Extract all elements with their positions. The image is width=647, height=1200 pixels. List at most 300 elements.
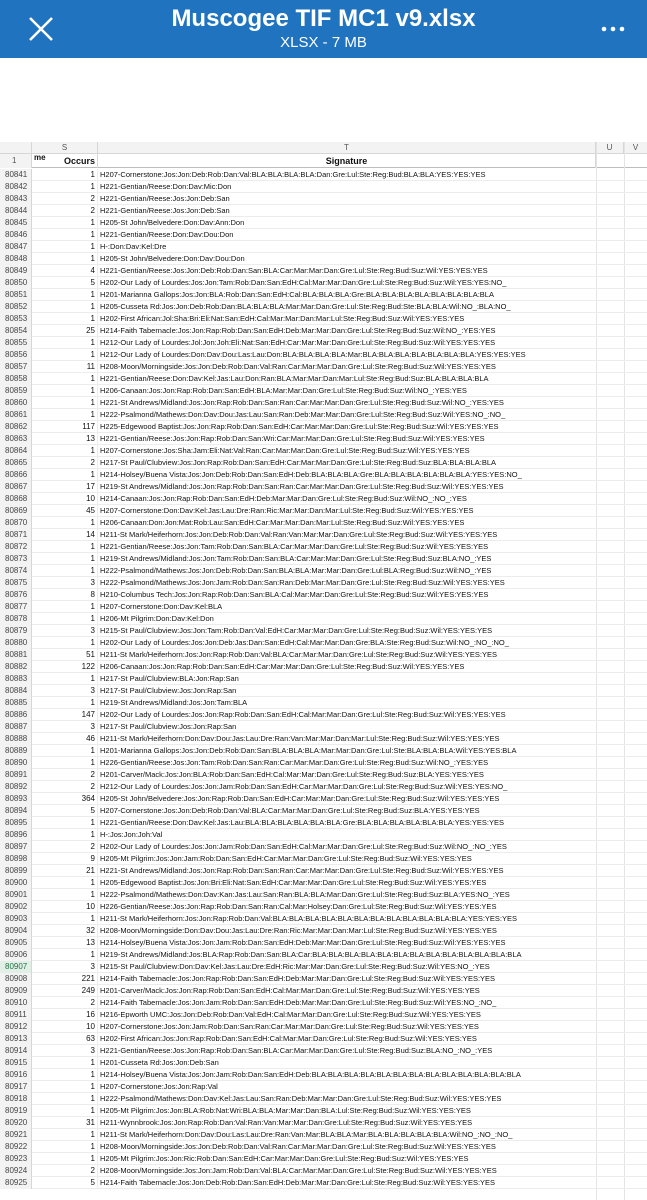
table-row[interactable] xyxy=(0,841,647,853)
table-row[interactable] xyxy=(0,1129,647,1141)
occurs-cell[interactable]: 1 xyxy=(32,1069,98,1081)
signature-cell[interactable]: H206-Mt Pilgrim:Don:Dav:Kel:Don xyxy=(100,614,214,623)
signature-cell[interactable]: H205-St John/Belvedere:Don:Dav:Dou:Don xyxy=(100,254,245,263)
table-row[interactable] xyxy=(0,889,647,901)
signature-cell[interactable]: H202-Our Lady of Lourdes:Jos:Jon:Deb:Jas:Dan:San:EdH:Cal:Mar:Mar:Dan:Gre:BLA:Ste:Reg:Bud:Suz:Wil:NO_:NO_:NO_ xyxy=(100,638,509,647)
occurs-header[interactable]: Occurs xyxy=(54,154,98,168)
signature-cell[interactable]: H208-Moon/Morningside:Jos:Jon:Deb:Rob:Dan:Val:Ran:Car:Mar:Mar:Dan:Gre:Lul:Ste:Reg:Bud:Suz:Wil:YES:YES:YES xyxy=(100,1142,496,1151)
occurs-cell[interactable]: 21 xyxy=(32,865,98,877)
occurs-cell[interactable]: 1 xyxy=(32,181,98,193)
row-number[interactable]: 80872 xyxy=(0,541,32,553)
column-header-u[interactable]: U xyxy=(596,142,624,154)
occurs-cell[interactable]: 9 xyxy=(32,853,98,865)
table-row[interactable] xyxy=(0,1105,647,1117)
signature-cell[interactable]: H207-Cornerstone:Jos:Jon:Deb:Rob:Dan:Val:BLA:BLA:BLA:BLA:Dan:Gre:Lul:Ste:Reg:Bud:BLA:BLA:YES:YES:YES xyxy=(100,170,486,179)
signature-cell[interactable]: H214-Canaan:Jos:Jon:Rap:Rob:Dan:San:EdH:Deb:Mar:Mar:Dan:Gre:Lul:Ste:Reg:Bud:Suz:Wil:NO_:NO_:YES xyxy=(100,494,467,503)
row-number[interactable]: 80865 xyxy=(0,457,32,469)
occurs-cell[interactable]: 1 xyxy=(32,637,98,649)
table-row[interactable] xyxy=(0,637,647,649)
signature-cell[interactable]: H201-Marianna Gallops:Jos:Jon:BLA:Rob:Dan:San:EdH:Cal:BLA:BLA:BLA:Gre:BLA:BLA:BLA:BLA:BLA:BLA:BLA:BLA xyxy=(100,290,494,299)
signature-cell[interactable]: H206-Canaan:Don:Jon:Mat:Rob:Lau:San:EdH:Car:Mar:Mar:Dan:Mar:Lul:Ste:Reg:Bud:Suz:Wil:YES:YES:YES xyxy=(100,518,465,527)
row-number[interactable]: 80889 xyxy=(0,745,32,757)
signature-cell[interactable]: H205-Mt Pilgrim:Jos:Jon:BLA:Rob:Nat:Wri:BLA:BLA:Mar:Mar:Dan:BLA:Lul:Ste:Reg:Bud:Suz:Wil:YES:YES:YES xyxy=(100,1106,471,1115)
occurs-cell[interactable]: 1 xyxy=(32,217,98,229)
signature-cell[interactable]: H221-St Andrews/Midland:Jos:Jon:Rap:Rob:Dan:San:Ran:Car:Mar:Mar:Dan:Gre:Lul:Ste:Reg:Bud:Suz:Wil:NO_:YES:YES xyxy=(100,398,504,407)
column-header-v[interactable]: V xyxy=(632,143,639,152)
table-row[interactable] xyxy=(0,193,647,205)
row-number[interactable]: 80868 xyxy=(0,493,32,505)
signature-cell[interactable]: H205-Cusseta Rd:Jos:Jon:Deb:Rob:Dan:BLA:BLA:BLA:Mar:Mar:Dan:Gre:Lul:Ste:Reg:Bud:Ste:BLA:BLA:Wil:NO_:BLA:NO_ xyxy=(100,302,511,311)
row-number[interactable]: 80854 xyxy=(0,325,32,337)
table-row[interactable] xyxy=(0,349,647,361)
signature-cell[interactable]: H222-Psalmond/Mathews:Don:Dav:Kan:Jas:Lau:San:Ran:BLA:BLA:Mar:Dan:Gre:Lul:Ste:Reg:Bud:Suz:BLA:YES:NO_:YES xyxy=(100,890,510,899)
row-number[interactable]: 80897 xyxy=(0,841,32,853)
row-number[interactable]: 80920 xyxy=(0,1117,32,1129)
table-row[interactable] xyxy=(0,805,647,817)
table-row[interactable] xyxy=(0,625,647,637)
occurs-cell[interactable]: 1 xyxy=(32,517,98,529)
table-row[interactable] xyxy=(0,565,647,577)
table-row[interactable] xyxy=(0,949,647,961)
row-number[interactable]: 80888 xyxy=(0,733,32,745)
signature-cell[interactable]: H212-Our Lady of Lourdes:Jos:Jon:Jam:Rob:Dan:San:EdH:Car:Mar:Mar:Dan:Gre:Lul:Ste:Reg:Bud:Suz:Wil:YES:YES:NO_ xyxy=(100,782,508,791)
table-row[interactable] xyxy=(0,577,647,589)
row-number[interactable]: 80859 xyxy=(0,385,32,397)
signature-cell[interactable]: H-:Don:Dav:Kel:Dre xyxy=(100,242,167,251)
occurs-cell[interactable]: 45 xyxy=(32,505,98,517)
occurs-cell[interactable]: 1 xyxy=(32,613,98,625)
occurs-cell[interactable]: 364 xyxy=(32,793,98,805)
occurs-cell[interactable]: 1 xyxy=(32,1129,98,1141)
signature-cell[interactable]: H219-St Andrews/Midland:Jos:Jon:Rap:Rob:Dan:San:Ran:Car:Mar:Mar:Dan:Gre:Lul:Ste:Reg:Bud:Suz:Wil:YES:YES:YES xyxy=(100,482,504,491)
row-number[interactable]: 80860 xyxy=(0,397,32,409)
row-number[interactable]: 80903 xyxy=(0,913,32,925)
signature-cell[interactable]: H206-Canaan:Jos:Jon:Rap:Rob:Dan:San:EdH:Car:Mar:Mar:Dan:Gre:Lul:Ste:Reg:Bud:Suz:Wil:YES:YES:YES xyxy=(100,662,465,671)
row-number[interactable]: 80906 xyxy=(0,949,32,961)
row-number[interactable]: 80911 xyxy=(0,1009,32,1021)
occurs-cell[interactable]: 3 xyxy=(32,685,98,697)
occurs-cell[interactable]: 11 xyxy=(32,361,98,373)
row-number[interactable]: 80867 xyxy=(0,481,32,493)
signature-cell[interactable]: H205-St John/Belvedere:Jos:Jon:Rap:Rob:Dan:San:EdH:Car:Mar:Mar:Dan:Gre:Lul:Ste:Reg:Bud:Suz:Wil:YES:YES:YES xyxy=(100,794,500,803)
signature-cell[interactable]: H215-St Paul/Clubview:Don:Dav:Kel:Jas:Lau:Dre:EdH:Ric:Mar:Mar:Dan:Gre:Lul:Ste:Reg:Bud:Suz:Wil:YES:NO_:YES xyxy=(100,962,490,971)
occurs-cell[interactable]: 2 xyxy=(32,769,98,781)
occurs-cell[interactable]: 1 xyxy=(32,1081,98,1093)
signature-cell[interactable]: H210-Columbus Tech:Jos:Jon:Rap:Rob:Dan:San:BLA:Cal:Mar:Mar:Dan:Gre:Lul:Ste:Reg:Bud:Suz:Wil:YES:YES:YES xyxy=(100,590,489,599)
row-number[interactable]: 80882 xyxy=(0,661,32,673)
row-number[interactable]: 80891 xyxy=(0,769,32,781)
row-number[interactable]: 80925 xyxy=(0,1177,32,1189)
row-number[interactable]: 80849 xyxy=(0,265,32,277)
occurs-cell[interactable]: 1 xyxy=(32,289,98,301)
row-number[interactable]: 80902 xyxy=(0,901,32,913)
signature-cell[interactable]: H211-St Mark/Heiferhorn:Don:Dav:Dou:Jas:Lau:Dre:Ran:Van:Mar:Mar:Dan:Mar:Lul:Ste:Reg:Bud:Suz:Wil:YES:YES:YES xyxy=(100,734,500,743)
occurs-cell[interactable]: 1 xyxy=(32,313,98,325)
table-row[interactable] xyxy=(0,409,647,421)
table-row[interactable] xyxy=(0,757,647,769)
table-row[interactable] xyxy=(0,205,647,217)
row-number[interactable]: 80852 xyxy=(0,301,32,313)
signature-cell[interactable]: H221-Gentian/Reese:Jos:Jon:Deb:Rob:Dan:San:BLA:Car:Mar:Mar:Dan:Gre:Lul:Ste:Reg:Bud:Suz:Wil:YES:YES:YES xyxy=(100,266,488,275)
row-number[interactable]: 80874 xyxy=(0,565,32,577)
row-number[interactable]: 80861 xyxy=(0,409,32,421)
occurs-cell[interactable]: 1 xyxy=(32,1153,98,1165)
occurs-cell[interactable]: 2 xyxy=(32,193,98,205)
occurs-cell[interactable]: 17 xyxy=(32,481,98,493)
signature-cell[interactable]: H205-Edgewood Baptist:Jos:Jon:Bri:Eli:Nat:San:EdH:Car:Mar:Mar:Dan:Gre:Lul:Ste:Reg:Bud:Suz:Wil:YES:YES:YES xyxy=(100,878,487,887)
occurs-cell[interactable]: 1 xyxy=(32,1105,98,1117)
occurs-cell[interactable]: 1 xyxy=(32,1141,98,1153)
table-row[interactable] xyxy=(0,685,647,697)
row-number[interactable]: 80879 xyxy=(0,625,32,637)
row-number[interactable]: 80864 xyxy=(0,445,32,457)
table-row[interactable] xyxy=(0,481,647,493)
row-number[interactable]: 80905 xyxy=(0,937,32,949)
row-number[interactable]: 80848 xyxy=(0,253,32,265)
row-number[interactable]: 80869 xyxy=(0,505,32,517)
table-row[interactable] xyxy=(0,253,647,265)
table-row[interactable] xyxy=(0,181,647,193)
signature-cell[interactable]: H217-St Paul/Clubview:BLA:Jon:Rap:San xyxy=(100,674,239,683)
occurs-cell[interactable]: 1 xyxy=(32,349,98,361)
table-row[interactable] xyxy=(0,1117,647,1129)
row-number[interactable]: 80846 xyxy=(0,229,32,241)
row-number[interactable]: 80921 xyxy=(0,1129,32,1141)
table-row[interactable] xyxy=(0,313,647,325)
signature-cell[interactable]: H221-Gentian/Reese:Jos:Jon:Tam:Rob:Dan:San:BLA:Car:Mar:Mar:Dan:Gre:Lul:Ste:Reg:Bud:Suz:Wil:YES:YES:YES xyxy=(100,542,489,551)
table-row[interactable] xyxy=(0,925,647,937)
row-number[interactable]: 80918 xyxy=(0,1093,32,1105)
table-row[interactable] xyxy=(0,517,647,529)
signature-cell[interactable]: H212-Our Lady of Lourdes:Don:Dav:Dou:Las:Lau:Don:BLA:BLA:BLA:BLA:Mar:BLA:BLA:BLA:BLA:BLA:BLA:BLA:YES:YES:YES xyxy=(100,350,526,359)
occurs-cell[interactable]: 1 xyxy=(32,877,98,889)
row-number[interactable]: 80923 xyxy=(0,1153,32,1165)
partial-header-cell[interactable]: me xyxy=(34,153,46,162)
signature-cell[interactable]: H216-Epworth UMC:Jos:Jon:Deb:Rob:Dan:Val:EdH:Cal:Mar:Mar:Dan:Gre:Lul:Ste:Reg:Bud:Suz:Wil:YES:YES:YES xyxy=(100,1010,481,1019)
signature-cell[interactable]: H214-Holsey/Buena Vista:Jos:Jon:Jam:Rob:Dan:San:EdH:Deb:BLA:BLA:BLA:BLA:BLA:BLA:BLA:BLA:BLA:BLA:BLA:BLA:BLA xyxy=(100,1070,521,1079)
table-row[interactable] xyxy=(0,445,647,457)
row-number[interactable]: 80892 xyxy=(0,781,32,793)
row-number[interactable]: 80841 xyxy=(0,169,32,181)
signature-cell[interactable]: H214-Faith Tabernacle:Jos:Jon:Rap:Rob:Dan:San:EdH:Deb:Mar:Mar:Dan:Gre:Lul:Ste:Reg:Bud:Suz:Wil:YES:YES:YES xyxy=(100,974,496,983)
occurs-cell[interactable]: 2 xyxy=(32,205,98,217)
row-number[interactable]: 80871 xyxy=(0,529,32,541)
table-row[interactable] xyxy=(0,1177,647,1189)
row-number[interactable]: 80853 xyxy=(0,313,32,325)
table-row[interactable] xyxy=(0,1153,647,1165)
signature-cell[interactable]: H214-Faith Tabernacle:Jos:Jon:Jam:Rob:Dan:San:EdH:Deb:Mar:Mar:Dan:Gre:Lul:Ste:Reg:Bud:Suz:Wil:YES:NO_:NO_ xyxy=(100,998,497,1007)
occurs-cell[interactable]: 1 xyxy=(32,541,98,553)
signature-cell[interactable]: H201-Marianna Gallops:Jos:Jon:Deb:Rob:Dan:San:BLA:BLA:BLA:Mar:Mar:Dan:Gre:Lul:Ste:BLA:BLA:BLA:Wil:YES:YES:BLA xyxy=(100,746,517,755)
occurs-cell[interactable]: 117 xyxy=(32,421,98,433)
table-row[interactable] xyxy=(0,217,647,229)
table-row[interactable] xyxy=(0,721,647,733)
table-row[interactable] xyxy=(0,505,647,517)
table-row[interactable] xyxy=(0,937,647,949)
row-number[interactable]: 80910 xyxy=(0,997,32,1009)
occurs-cell[interactable]: 249 xyxy=(32,985,98,997)
signature-cell[interactable]: H226-Gentian/Reese:Jos:Jon:Rap:Rob:Dan:San:Ran:Cal:Mar:Holsey:Dan:Gre:Lul:Ste:Reg:Bud:Suz:Wil:YES:YES:YES xyxy=(100,902,497,911)
signature-cell[interactable]: H202-First African:Jol:Sha:Bri:Eli:Nat:San:EdH:Cal:Mar:Mar:Dan:Mar:Lul:Ste:Reg:Bud:Suz:Wil:YES:YES:YES xyxy=(100,314,465,323)
occurs-cell[interactable]: 1 xyxy=(32,337,98,349)
occurs-cell[interactable]: 147 xyxy=(32,709,98,721)
occurs-cell[interactable]: 51 xyxy=(32,649,98,661)
occurs-cell[interactable]: 1 xyxy=(32,697,98,709)
table-row[interactable] xyxy=(0,1045,647,1057)
signature-cell[interactable]: H207-Cornerstone:Jos:Jon:Rap:Val xyxy=(100,1082,218,1091)
table-row[interactable] xyxy=(0,745,647,757)
signature-cell[interactable]: H217-St Paul/Clubview:Jos:Jon:Rap:San xyxy=(100,686,237,695)
occurs-cell[interactable]: 1 xyxy=(32,565,98,577)
signature-cell[interactable]: H221-Gentian/Reese:Jos:Jon:Deb:San xyxy=(100,194,230,203)
signature-cell[interactable]: H215-St Paul/Clubview:Jos:Jon:Tam:Rob:Dan:Val:EdH:Car:Mar:Mar:Dan:Gre:Lul:Ste:Reg:Bud:Suz:Wil:YES:YES:YES xyxy=(100,626,493,635)
signature-cell[interactable]: H-:Jos:Jon:Joh:Val xyxy=(100,830,163,839)
occurs-cell[interactable]: 1 xyxy=(32,169,98,181)
signature-cell[interactable]: H214-Holsey/Buena Vista:Jos:Jon:Deb:Rob:Dan:San:EdH:Deb:BLA:BLA:BLA:Gre:BLA:BLA:BLA:BLA:BLA:BLA:YES:YES:NO_ xyxy=(100,470,522,479)
occurs-cell[interactable]: 2 xyxy=(32,457,98,469)
table-row[interactable] xyxy=(0,649,647,661)
occurs-cell[interactable]: 1 xyxy=(32,1057,98,1069)
column-header-s[interactable]: S xyxy=(32,142,98,154)
column-header-t[interactable]: T xyxy=(98,142,596,154)
row-number[interactable]: 80845 xyxy=(0,217,32,229)
signature-cell[interactable]: H211-St Mark/Heiferhorn:Jos:Jon:Deb:Rob:Dan:Val:Ran:Van:Mar:Mar:Dan:Gre:Lul:Ste:Reg:Bud:Suz:Wil:YES:YES:YES xyxy=(100,530,498,539)
table-row[interactable] xyxy=(0,661,647,673)
signature-cell[interactable]: H207-Cornerstone:Jos:Sha:Jam:Eli:Nat:Val:Ran:Car:Mar:Mar:Dan:Gre:Lul:Ste:Reg:Bud:Suz:Wil:YES:YES:YES xyxy=(100,446,470,455)
table-row[interactable] xyxy=(0,469,647,481)
table-row[interactable] xyxy=(0,373,647,385)
signature-cell[interactable]: H222-Psalmond/Mathews:Don:Dav:Dou:Jas:Lau:San:Ran:Deb:Mar:Mar:Dan:Gre:Lul:Ste:Reg:Bud:Suz:Wil:YES:NO_:NO_ xyxy=(100,410,506,419)
table-row[interactable] xyxy=(0,397,647,409)
signature-header[interactable]: Signature xyxy=(98,154,596,168)
signature-cell[interactable]: H214-Faith Tabernacle:Jos:Jon:Deb:Rob:Dan:San:EdH:Deb:Mar:Mar:Dan:Gre:Lul:Ste:Reg:Bud:Suz:Wil:YES:YES:YES xyxy=(100,1178,496,1187)
row-number[interactable]: 80916 xyxy=(0,1069,32,1081)
occurs-cell[interactable]: 3 xyxy=(32,961,98,973)
table-row[interactable] xyxy=(0,733,647,745)
row-number[interactable]: 80909 xyxy=(0,985,32,997)
row-number[interactable]: 80863 xyxy=(0,433,32,445)
occurs-cell[interactable]: 13 xyxy=(32,433,98,445)
row-number[interactable]: 80885 xyxy=(0,697,32,709)
signature-cell[interactable]: H202-Our Lady of Lourdes:Jos:Jon:Jam:Rob:Dan:San:EdH:Cal:Mar:Mar:Dan:Gre:Lul:Ste:Reg:Bud:Suz:Wil:NO_:NO_:YES xyxy=(100,842,507,851)
occurs-cell[interactable]: 31 xyxy=(32,1117,98,1129)
row-number[interactable]: 80917 xyxy=(0,1081,32,1093)
table-row[interactable] xyxy=(0,853,647,865)
occurs-cell[interactable]: 1 xyxy=(32,745,98,757)
signature-cell[interactable]: H221-Gentian/Reese:Don:Dav:Kel:Jas:Lau:Don:Ran:BLA:Mar:Mar:Dan:Mar:Lul:Ste:Reg:Bud:Suz:BLA:BLA:BLA:BLA xyxy=(100,374,489,383)
occurs-cell[interactable]: 1 xyxy=(32,241,98,253)
table-row[interactable] xyxy=(0,385,647,397)
row-number[interactable]: 80876 xyxy=(0,589,32,601)
table-row[interactable] xyxy=(0,601,647,613)
table-row[interactable] xyxy=(0,829,647,841)
occurs-cell[interactable]: 5 xyxy=(32,805,98,817)
row-number[interactable]: 80866 xyxy=(0,469,32,481)
table-row[interactable] xyxy=(0,529,647,541)
table-row[interactable] xyxy=(0,265,647,277)
signature-cell[interactable]: H217-St Paul/Clubview:Jos:Jon:Rap:Rob:Dan:San:EdH:Car:Mar:Mar:Dan:Gre:Lul:Ste:Reg:Bud:Suz:BLA:BLA:BLA:BLA xyxy=(100,458,497,467)
occurs-cell[interactable]: 10 xyxy=(32,901,98,913)
signature-cell[interactable]: H222-Psalmond/Mathews:Jos:Jon:Deb:Rob:Dan:San:BLA:BLA:Mar:Mar:Dan:Gre:Lul:BLA:Reg:Bud:Suz:Wil:NO_:YES xyxy=(100,566,492,575)
table-row[interactable] xyxy=(0,1069,647,1081)
row-number[interactable]: 80904 xyxy=(0,925,32,937)
table-row[interactable] xyxy=(0,541,647,553)
table-row[interactable] xyxy=(0,1033,647,1045)
occurs-cell[interactable]: 2 xyxy=(32,1165,98,1177)
row-number[interactable]: 80870 xyxy=(0,517,32,529)
row-number[interactable]: 80900 xyxy=(0,877,32,889)
table-row[interactable] xyxy=(0,817,647,829)
signature-cell[interactable]: H221-St Andrews/Midland:Jos:Jon:Rap:Rob:Dan:San:Ran:Car:Mar:Mar:Dan:Gre:Lul:Ste:Reg:Bud:Suz:Wil:YES:YES:YES xyxy=(100,866,504,875)
row-number[interactable]: 80857 xyxy=(0,361,32,373)
occurs-cell[interactable]: 25 xyxy=(32,325,98,337)
table-row[interactable] xyxy=(0,1021,647,1033)
occurs-cell[interactable]: 1 xyxy=(32,409,98,421)
signature-cell[interactable]: H205-Mt Pilgrim:Jos:Jon:Ric:Rob:Dan:San:EdH:Car:Mar:Mar:Dan:Gre:Lul:Ste:Reg:Bud:Suz:Wil:YES:YES:YES xyxy=(100,1154,469,1163)
signature-cell[interactable]: H202-Our Lady of Lourdes:Jos:Jon:Tam:Rob:Dan:San:EdH:Cal:Mar:Mar:Dan:Gre:Lul:Ste:Reg:Bud:Suz:Wil:YES:YES:NO_ xyxy=(100,278,507,287)
table-row[interactable] xyxy=(0,277,647,289)
signature-cell[interactable]: H219-St Andrews/Midland:Jos:Jon:Tam:BLA xyxy=(100,698,248,707)
signature-cell[interactable]: H201-Carver/Mack:Jos:Jon:Rap:Rob:Dan:San:EdH:Cal:Mar:Mar:Dan:Gre:Lul:Ste:Reg:Bud:Suz:Wil:YES:YES:YES xyxy=(100,986,480,995)
row-number[interactable]: 80899 xyxy=(0,865,32,877)
occurs-cell[interactable]: 1 xyxy=(32,889,98,901)
row-number[interactable]: 80843 xyxy=(0,193,32,205)
signature-cell[interactable]: H211-St Mark/Heiferhorn:Jos:Jon:Rap:Rob:Dan:Val:BLA:Car:Mar:Mar:Dan:Gre:Lul:Ste:Reg:Bud:Suz:Wil:YES:YES:YES xyxy=(100,650,497,659)
table-row[interactable] xyxy=(0,1165,647,1177)
occurs-cell[interactable]: 2 xyxy=(32,997,98,1009)
signature-cell[interactable]: H207-Cornerstone:Jos:Jon:Deb:Rob:Dan:Val:BLA:Car:Mar:Mar:Dan:Gre:Lul:Ste:Reg:Bud:Suz:BLA:YES:YES:YES xyxy=(100,806,480,815)
occurs-cell[interactable]: 1 xyxy=(32,229,98,241)
table-row[interactable] xyxy=(0,973,647,985)
occurs-cell[interactable]: 63 xyxy=(32,1033,98,1045)
occurs-cell[interactable]: 1 xyxy=(32,553,98,565)
occurs-cell[interactable]: 122 xyxy=(32,661,98,673)
occurs-cell[interactable]: 1 xyxy=(32,757,98,769)
table-row[interactable] xyxy=(0,1057,647,1069)
row-number[interactable]: 80895 xyxy=(0,817,32,829)
table-row[interactable] xyxy=(0,301,647,313)
signature-cell[interactable]: H219-St Andrews/Midland:Jos:BLA:Rap:Rob:Dan:San:BLA:Car:BLA:BLA:BLA:BLA:BLA:BLA:BLA:BLA:BLA:BLA:BLA:BLA:BLA xyxy=(100,950,522,959)
signature-cell[interactable]: H208-Moon/Morningside:Don:Dav:Dou:Jas:Lau:Dre:Ran:Ric:Mar:Mar:Dan:Mar:Lul:Ste:Reg:Bud:Suz:Wil:YES:YES:YES xyxy=(100,926,497,935)
table-row[interactable] xyxy=(0,1093,647,1105)
row-number[interactable]: 80886 xyxy=(0,709,32,721)
row-number[interactable]: 80881 xyxy=(0,649,32,661)
table-row[interactable] xyxy=(0,673,647,685)
occurs-cell[interactable]: 1 xyxy=(32,673,98,685)
table-row[interactable] xyxy=(0,169,647,181)
row-number[interactable]: 80924 xyxy=(0,1165,32,1177)
signature-cell[interactable]: H211-Wynnbrook:Jos:Jon:Rap:Rob:Dan:Val:Ran:Van:Mar:Mar:Dan:Gre:Lul:Ste:Reg:Bud:Suz:Wil:YES:YES:YES xyxy=(100,1118,473,1127)
occurs-cell[interactable]: 221 xyxy=(32,973,98,985)
table-row[interactable] xyxy=(0,241,647,253)
signature-cell[interactable]: H205-St John/Belvedere:Don:Dav:Ann:Don xyxy=(100,218,245,227)
occurs-cell[interactable]: 10 xyxy=(32,493,98,505)
table-row[interactable] xyxy=(0,493,647,505)
occurs-cell[interactable]: 3 xyxy=(32,1045,98,1057)
occurs-cell[interactable]: 1 xyxy=(32,253,98,265)
signature-cell[interactable]: H207-Cornerstone:Don:Dav:Kel:BLA xyxy=(100,602,223,611)
table-row[interactable] xyxy=(0,361,647,373)
row-number[interactable]: 80862 xyxy=(0,421,32,433)
occurs-cell[interactable]: 3 xyxy=(32,625,98,637)
occurs-cell[interactable]: 16 xyxy=(32,1009,98,1021)
occurs-cell[interactable]: 10 xyxy=(32,1021,98,1033)
table-row[interactable] xyxy=(0,337,647,349)
table-row[interactable] xyxy=(0,229,647,241)
table-row[interactable] xyxy=(0,901,647,913)
signature-cell[interactable]: H208-Moon/Morningside:Jos:Jon:Jam:Rob:Dan:Val:BLA:Car:Mar:Mar:Dan:Gre:Lul:Ste:Reg:Bud:Suz:Wil:YES:YES:YES xyxy=(100,1166,497,1175)
row-number[interactable]: 80907 xyxy=(0,961,32,973)
signature-cell[interactable]: H205-Mt Pilgrim:Jos:Jon:Jam:Rob:Dan:San:EdH:Car:Mar:Mar:Dan:Gre:Lul:Ste:Reg:Bud:Suz:Wil:YES:YES:YES xyxy=(100,854,472,863)
occurs-cell[interactable]: 14 xyxy=(32,529,98,541)
row-number[interactable]: 80919 xyxy=(0,1105,32,1117)
occurs-cell[interactable]: 2 xyxy=(32,781,98,793)
signature-cell[interactable]: H207-Cornerstone:Jos:Jon:Jam:Rob:Dan:San:Ran:Car:Mar:Mar:Dan:Gre:Lul:Ste:Reg:Bud:Suz:Wil:YES:YES:YES xyxy=(100,1022,479,1031)
occurs-cell[interactable]: 1 xyxy=(32,829,98,841)
occurs-cell[interactable]: 1 xyxy=(32,949,98,961)
row-number[interactable]: 80922 xyxy=(0,1141,32,1153)
table-row[interactable] xyxy=(0,961,647,973)
occurs-cell[interactable]: 46 xyxy=(32,733,98,745)
signature-cell[interactable]: H202-Our Lady of Lourdes:Jos:Jon:Rap:Rob:Dan:San:EdH:Cal:Mar:Mar:Dan:Gre:Lul:Ste:Reg:Bud:Suz:Wil:YES:YES:YES xyxy=(100,710,506,719)
select-all-corner[interactable] xyxy=(0,142,32,154)
table-row[interactable] xyxy=(0,1141,647,1153)
close-button[interactable] xyxy=(22,10,60,48)
row-number[interactable]: 80913 xyxy=(0,1033,32,1045)
signature-cell[interactable]: H221-Gentian/Reese:Don:Dav:Mic:Don xyxy=(100,182,232,191)
row-number[interactable]: 80875 xyxy=(0,577,32,589)
signature-cell[interactable]: H206-Canaan:Jos:Jon:Rap:Rob:Dan:San:EdH:BLA:Mar:Mar:Dan:Gre:Lul:Ste:Reg:Bud:Suz:Wil:NO_:YES:YES xyxy=(100,386,467,395)
table-row[interactable] xyxy=(0,421,647,433)
occurs-cell[interactable]: 1 xyxy=(32,301,98,313)
row-number[interactable]: 80890 xyxy=(0,757,32,769)
signature-cell[interactable]: H221-Gentian/Reese:Jos:Jon:Deb:San xyxy=(100,206,230,215)
row-number[interactable]: 80856 xyxy=(0,349,32,361)
signature-cell[interactable]: H222-Psalmond/Mathews:Don:Dav:Kel:Jas:Lau:San:Ran:Deb:Mar:Mar:Dan:Gre:Lul:Ste:Reg:Bud:Suz:Wil:YES:YES:YES xyxy=(100,1094,502,1103)
signature-cell[interactable]: H207-Cornerstone:Don:Dav:Kel:Jas:Lau:Dre:Ran:Ric:Mar:Mar:Dan:Mar:Lul:Ste:Reg:Bud:Suz:Wil:YES:YES:YES xyxy=(100,506,474,515)
signature-cell[interactable]: H212-Our Lady of Lourdes:Jol:Jon:Joh:Eli:Nat:San:EdH:Car:Mar:Mar:Dan:Gre:Lul:Ste:Reg:Bud:Suz:Wil:YES:YES:YES xyxy=(100,338,496,347)
occurs-cell[interactable]: 5 xyxy=(32,277,98,289)
row-number[interactable]: 80855 xyxy=(0,337,32,349)
row-number[interactable]: 80893 xyxy=(0,793,32,805)
row-number[interactable]: 80912 xyxy=(0,1021,32,1033)
row-number[interactable]: 80880 xyxy=(0,637,32,649)
table-row[interactable] xyxy=(0,1009,647,1021)
row-number[interactable]: 80898 xyxy=(0,853,32,865)
signature-cell[interactable]: H221-Gentian/Reese:Jos:Jon:Rap:Rob:Dan:San:BLA:Car:Mar:Mar:Dan:Gre:Lul:Ste:Reg:Bud:Suz:BLA:NO_:NO_:YES xyxy=(100,1046,493,1055)
table-row[interactable] xyxy=(0,781,647,793)
table-row[interactable] xyxy=(0,985,647,997)
row-number[interactable]: 80873 xyxy=(0,553,32,565)
signature-cell[interactable]: H221-Gentian/Reese:Don:Dav:Dou:Don xyxy=(100,230,234,239)
row-number[interactable]: 80901 xyxy=(0,889,32,901)
row-number[interactable]: 80884 xyxy=(0,685,32,697)
row-number[interactable]: 80842 xyxy=(0,181,32,193)
occurs-cell[interactable]: 8 xyxy=(32,589,98,601)
row-number[interactable]: 80850 xyxy=(0,277,32,289)
more-options-button[interactable] xyxy=(593,14,633,44)
signature-cell[interactable]: H219-St Andrews/Midland:Jos:Jon:Tam:Rob:Dan:San:BLA:Car:Mar:Mar:Dan:Gre:Lul:Ste:Reg:Bud:Suz:BLA:NO_:YES xyxy=(100,554,492,563)
table-row[interactable] xyxy=(0,877,647,889)
row-number[interactable]: 80883 xyxy=(0,673,32,685)
table-row[interactable] xyxy=(0,793,647,805)
occurs-cell[interactable]: 13 xyxy=(32,937,98,949)
table-row[interactable] xyxy=(0,913,647,925)
occurs-cell[interactable]: 1 xyxy=(32,601,98,613)
signature-cell[interactable]: H202-First African:Jos:Jon:Rap:Rob:Dan:San:EdH:Cal:Mar:Mar:Dan:Gre:Lul:Ste:Reg:Bud:Suz:Wil:YES:YES:YES xyxy=(100,1034,477,1043)
row-number[interactable]: 80896 xyxy=(0,829,32,841)
table-row[interactable] xyxy=(0,457,647,469)
